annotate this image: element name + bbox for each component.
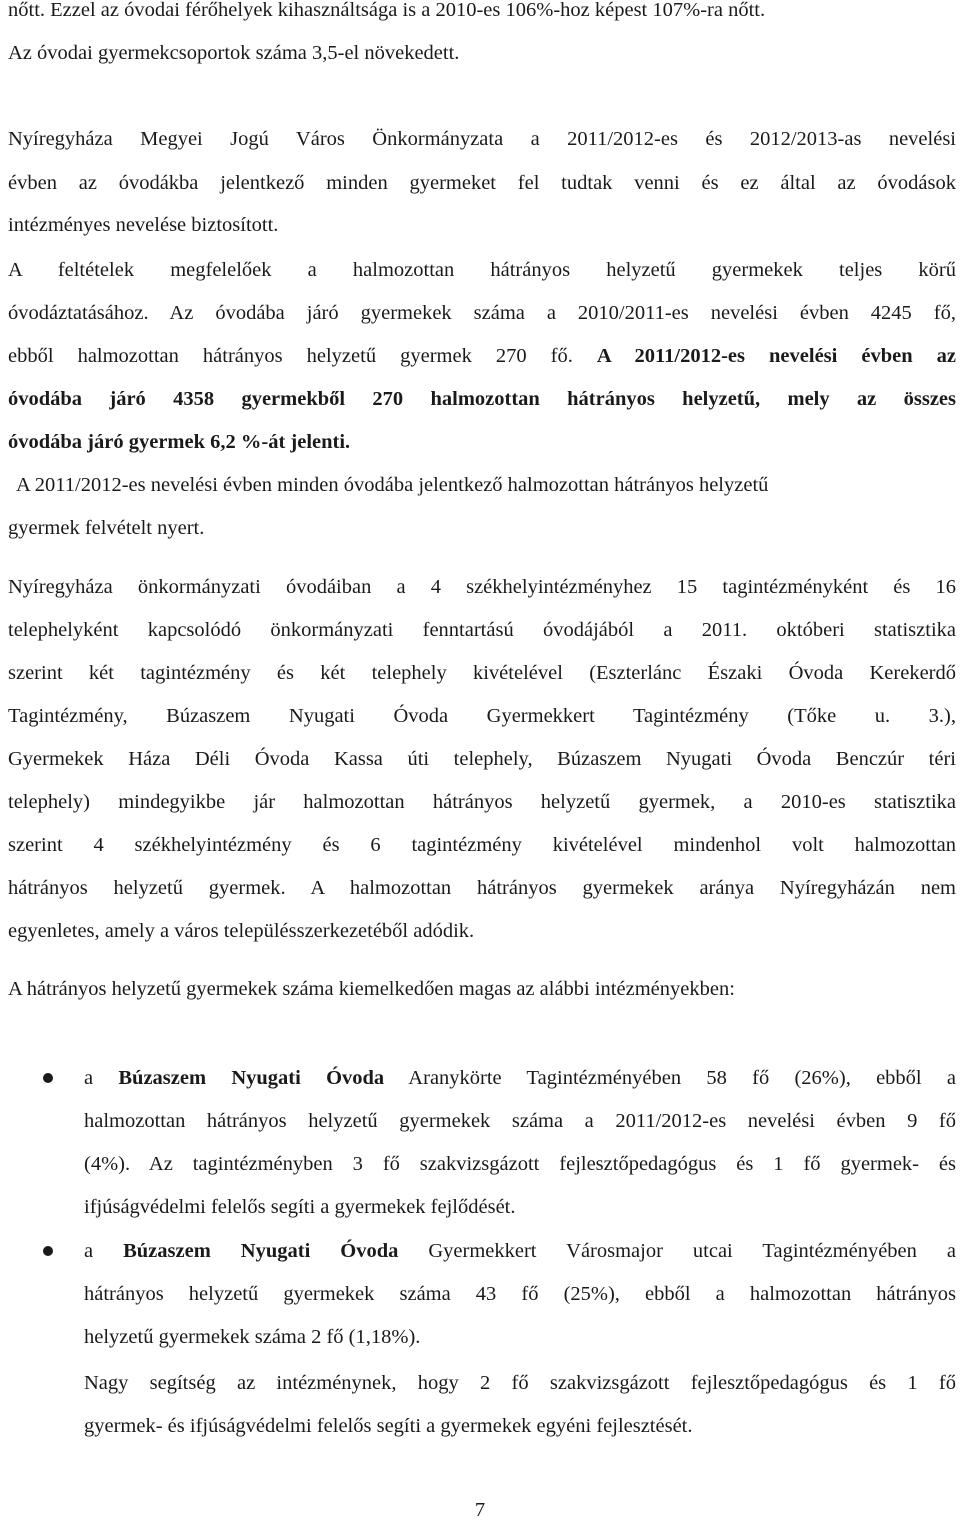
text-line: telephely) mindegyikbe jár halmozottan hátrányos helyzetű gyermek, a 2010-es statisztika bbox=[8, 791, 956, 813]
text-line: A 2011/2012-es nevelési évben minden óvodába jelentkező halmozottan hátrányos helyzetű bbox=[16, 474, 769, 496]
text-line: Gyermekek Háza Déli Óvoda Kassa úti telephely, Búzaszem Nyugati Óvoda Benczúr téri bbox=[8, 748, 956, 770]
text-span: Aranykörte Tagintézményében 58 fő (26%), ebből a bbox=[384, 1067, 956, 1089]
text-line bbox=[8, 386, 956, 412]
text-line: Nagy segítség az intézménynek, hogy 2 fő szakvizsgázott fejlesztőpedagógus és 1 fő bbox=[84, 1372, 956, 1394]
intro-line: A hátrányos helyzetű gyermekek száma kiemelkedően magas az alábbi intézményekben: bbox=[8, 978, 735, 1000]
text-span: a bbox=[84, 1067, 119, 1089]
text-line: Tagintézmény, Búzaszem Nyugati Óvoda Gyermekkert Tagintézmény (Tőke u. 3.), bbox=[8, 705, 956, 727]
text-line: Nyíregyháza önkormányzati óvodáiban a 4 székhelyintézményhez 15 tagintézményként és 16 bbox=[8, 576, 956, 598]
text-line bbox=[8, 429, 956, 455]
bullet-icon bbox=[43, 1073, 53, 1083]
text-line: A feltételek megfelelőek a halmozottan hátrányos helyzetű gyermekek teljes körű bbox=[8, 259, 956, 281]
text-span: a bbox=[84, 1240, 124, 1262]
text-line: nőtt. Ezzel az óvodai férőhelyek kihasználtsága is a 2010-es 106%-hoz képest 107%-ra nőtt. bbox=[8, 0, 766, 21]
text-line: halmozottan hátrányos helyzetű gyermekek száma a 2011/2012-es nevelési évben 9 fő bbox=[84, 1110, 956, 1132]
text-line: gyermek- és ifjúságvédelmi felelős segíti a gyermekek egyéni fejlesztését. bbox=[84, 1415, 693, 1437]
text-line: évben az óvodákba jelentkező minden gyermeket fel tudtak venni és ez által az óvodások bbox=[8, 172, 956, 194]
text-line bbox=[8, 343, 956, 369]
text-span: Gyermekkert Városmajor utcai Tagintézményében a bbox=[398, 1240, 956, 1262]
text-line: ifjúságvédelmi felelős segíti a gyermekek fejlődését. bbox=[84, 1196, 516, 1218]
text-line: helyzetű gyermekek száma 2 fő (1,18%). bbox=[84, 1326, 421, 1348]
text-line bbox=[84, 1065, 956, 1091]
text-span: ebből halmozottan hátrányos helyzetű gyermek 270 fő. bbox=[8, 345, 597, 367]
bold-text: óvodába járó gyermek 6,2 %-át jelenti. bbox=[8, 431, 351, 453]
bold-text: A 2011/2012-es nevelési évben az bbox=[596, 345, 956, 367]
text-line: szerint 4 székhelyintézmény és 6 tagintézmény kivételével mindenhol volt halmozottan bbox=[8, 834, 956, 856]
text-line: óvodáztatásához. Az óvodába járó gyermekek száma a 2010/2011-es nevelési évben 4245 fő, bbox=[8, 302, 956, 324]
text-line: szerint két tagintézmény és két telephely kivételével (Eszterlánc Északi Óvoda Kerekerdő bbox=[8, 662, 956, 684]
text-line: (4%). Az tagintézményben 3 fő szakvizsgázott fejlesztőpedagógus és 1 fő gyermek- és bbox=[84, 1153, 956, 1175]
text-line: Az óvodai gyermekcsoportok száma 3,5-el növekedett. bbox=[8, 42, 460, 64]
bullet-icon bbox=[43, 1246, 53, 1256]
bold-text: Búzaszem Nyugati Óvoda bbox=[118, 1067, 385, 1089]
text-line bbox=[84, 1238, 956, 1264]
text-line: telephelyként kapcsolódó önkormányzati fenntartású óvodájából a 2011. októberi statisztika bbox=[8, 619, 956, 641]
bold-text: Búzaszem Nyugati Óvoda bbox=[123, 1240, 399, 1262]
page-number: 7 bbox=[474, 1499, 486, 1521]
text-line: hátrányos helyzetű gyermek. A halmozottan hátrányos gyermekek aránya Nyíregyházán nem bbox=[8, 877, 956, 899]
bold-text: óvodába járó 4358 gyermekből 270 halmozottan hátrányos helyzetű, mely az összes bbox=[8, 388, 956, 410]
text-line: intézményes nevelése biztosított. bbox=[8, 214, 279, 236]
text-line: gyermek felvételt nyert. bbox=[8, 517, 205, 539]
text-line: egyenletes, amely a város településszerkezetéből adódik. bbox=[8, 920, 475, 942]
text-line: Nyíregyháza Megyei Jogú Város Önkormányzata a 2011/2012-es és 2012/2013-as nevelési bbox=[8, 128, 956, 150]
text-line: hátrányos helyzetű gyermekek száma 43 fő (25%), ebből a halmozottan hátrányos bbox=[84, 1283, 956, 1305]
